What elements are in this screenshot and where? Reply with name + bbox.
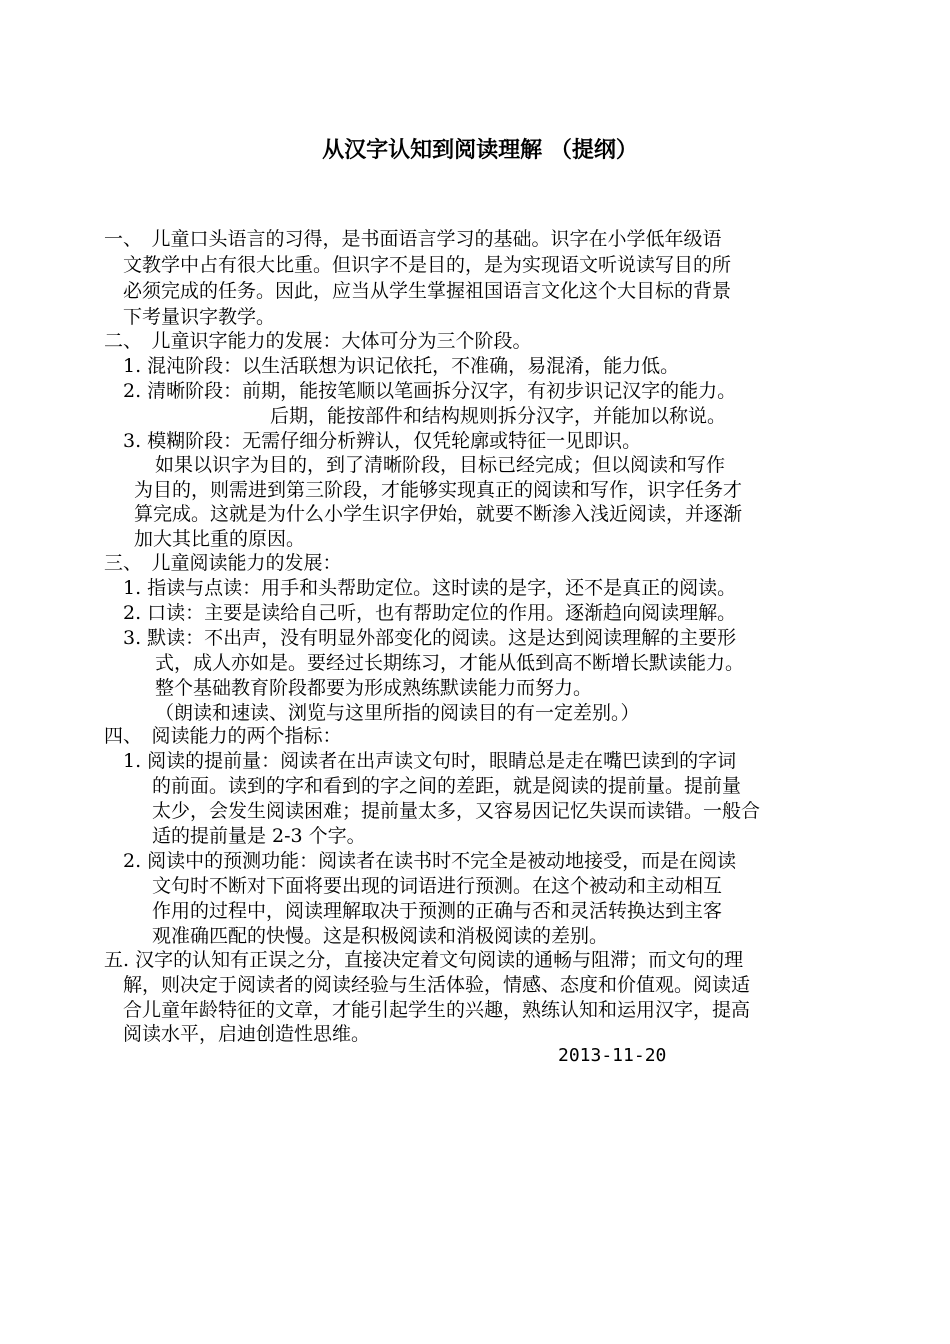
document-date: 2013-11-20: [558, 1045, 667, 1066]
section-2-para-line-1: 如果以识字为目的，到了清晰阶段，目标已经完成；但以阅读和写作: [155, 454, 726, 476]
section-4-item-2: 2. 阅读中的预测功能：阅读者在读书时不完全是被动地接受，而是在阅读: [123, 850, 737, 872]
section-4-item-2-cont-1: 文句时不断对下面将要出现的词语进行预测。在这个被动和主动相互: [152, 875, 723, 897]
section-2-item-2-cont: 后期，能按部件和结构规则拆分汉字，并能加以称说。: [270, 405, 727, 427]
section-2-para-line-4: 加大其比重的原因。: [134, 528, 306, 550]
section-4-item-2-cont-3: 观准确匹配的快慢。这是积极阅读和消极阅读的差别。: [152, 925, 609, 947]
section-4-heading: 四、 阅读能力的两个指标：: [104, 725, 342, 747]
section-2-item-3: 3. 模糊阶段：无需仔细分析辨认，仅凭轮廓或特征一见即识。: [123, 430, 642, 452]
section-3-item-3-cont-2: 整个基础教育阶段都要为形成熟练默读能力而努力。: [155, 677, 593, 699]
section-2-para-line-3: 算完成。这就是为什么小学生识字伊始，就要不断渗入浅近阅读，并逐渐: [134, 503, 743, 525]
section-4-item-1-cont-2: 太少，会发生阅读困难；提前量太多，又容易因记忆失误而读错。一般合: [152, 800, 761, 822]
section-2-item-2: 2. 清晰阶段：前期，能按笔顺以笔画拆分汉字，有初步识记汉字的能力。: [123, 380, 737, 402]
section-3-note: （朗读和速读、浏览与这里所指的阅读目的有一定差别。）: [155, 702, 640, 724]
section-4-item-1-cont-3: 适的提前量是 2-3 个字。: [152, 825, 366, 847]
section-3-item-2: 2. 口读：主要是读给自己听，也有帮助定位的作用。逐渐趋向阅读理解。: [123, 602, 737, 624]
section-4-item-1-cont-1: 的前面。读到的字和看到的字之间的差距，就是阅读的提前量。提前量: [152, 775, 742, 797]
section-1-line-3: 必须完成的任务。因此，应当从学生掌握祖国语言文化这个大目标的背景: [123, 280, 732, 302]
section-3-item-3: 3. 默读：不出声，没有明显外部变化的阅读。这是达到阅读理解的主要形: [123, 627, 737, 649]
section-1-line-4: 下考量识字教学。: [123, 306, 276, 328]
section-4-item-1: 1. 阅读的提前量：阅读者在出声读文句时，眼睛总是走在嘴巴读到的字词: [123, 750, 737, 772]
section-1-line-1: 一、 儿童口头语言的习得，是书面语言学习的基础。识字在小学低年级语: [104, 228, 722, 250]
section-2-heading: 二、 儿童识字能力的发展：大体可分为三个阶段。: [104, 330, 532, 352]
section-3-item-3-cont-1: 式，成人亦如是。要经过长期练习，才能从低到高不断增长默读能力。: [155, 652, 745, 674]
section-5-line-2: 解，则决定于阅读者的阅读经验与生活体验，情感、态度和价值观。阅读适: [123, 974, 751, 996]
section-2-para-line-2: 为目的，则需进到第三阶段，才能够实现真正的阅读和写作，识字任务才: [134, 479, 743, 501]
section-2-item-1: 1. 混沌阶段：以生活联想为识记依托，不准确，易混淆，能力低。: [123, 355, 680, 377]
document-title: 从汉字认知到阅读理解 （提纲）: [322, 138, 638, 163]
section-1-line-2: 文教学中占有很大比重。但识字不是目的，是为实现语文听说读写目的所: [123, 254, 732, 276]
section-5-line-1: 五. 汉字的认知有正误之分，直接决定着文句阅读的通畅与阻滞；而文句的理: [104, 949, 744, 971]
section-4-item-2-cont-2: 作用的过程中，阅读理解取决于预测的正确与否和灵活转换达到主客: [152, 900, 723, 922]
section-3-item-1: 1. 指读与点读：用手和头帮助定位。这时读的是字，还不是真正的阅读。: [123, 577, 737, 599]
section-5-line-4: 阅读水平，启迪创造性思维。: [123, 1023, 371, 1045]
section-5-line-3: 合儿童年龄特征的文章，才能引起学生的兴趣，熟练认知和运用汉字，提高: [123, 999, 751, 1021]
section-3-heading: 三、 儿童阅读能力的发展：: [104, 552, 342, 574]
